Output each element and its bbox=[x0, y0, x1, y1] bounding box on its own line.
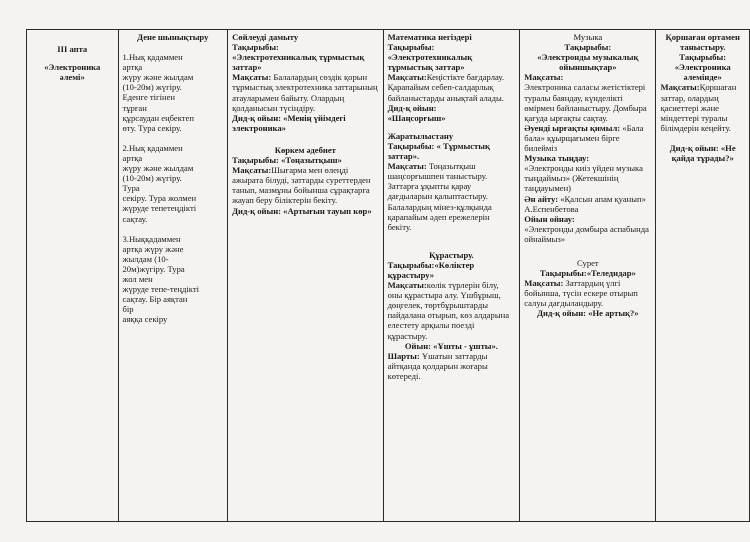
topic-label: Тақырыбы: bbox=[387, 140, 435, 151]
rule-label: Шарты: bbox=[387, 350, 420, 361]
music-title: Музыка bbox=[573, 32, 603, 42]
nature-goal bbox=[388, 161, 516, 232]
game-text: «Менің үйімдегі электроника» bbox=[232, 112, 346, 133]
speech-game bbox=[232, 113, 378, 133]
speech-goal bbox=[232, 72, 378, 112]
exercise-line: 1.Нық қадаммен bbox=[122, 52, 183, 63]
construction-title: Құрастыру. bbox=[429, 249, 474, 260]
math-game-label: Дид-қ ойын: bbox=[387, 102, 437, 113]
environment-topic-label: Тақырыбы: bbox=[679, 52, 727, 63]
exercise-line: жүруде тепетеңдікті bbox=[122, 203, 197, 214]
goal-text: Заттардың үлгі бойынша, түсін ескере отырып салуы дағдыландыру. bbox=[524, 278, 638, 309]
environment-game bbox=[660, 143, 745, 163]
music-song bbox=[524, 194, 651, 214]
week-number: ІІІ апта bbox=[57, 44, 88, 54]
construction-topic bbox=[388, 260, 516, 280]
rule-text: Ұшатын заттарды айтқанда қолдарын жоғары көтереді. bbox=[387, 350, 488, 381]
topic-text: «Көліктер құрастыру» bbox=[387, 259, 475, 280]
goal-text: көлік түрлерін білу, оны құрастыра алу. Үшбұрыш, дөңгелек, төртбұрыштарды пайдалана отырып, көз алдарына елестету арқылы поезді құрастыру. bbox=[387, 280, 510, 341]
exercise-item bbox=[123, 143, 224, 224]
physical-education-cell bbox=[118, 30, 228, 522]
literature-goal bbox=[232, 165, 378, 205]
nature-topic bbox=[388, 141, 516, 161]
listen-label: Музыка тыңдау: bbox=[524, 153, 590, 164]
listen-text: «Электронды киіз үйден музыка тыңдаймыз» (Жетекшінің таңдауымен) bbox=[524, 163, 643, 194]
exercise-line: бір bbox=[122, 304, 134, 315]
rhythm-label: Әуенді ырғақты қимыл: bbox=[524, 122, 621, 133]
goal-label: Мақсаты: bbox=[232, 165, 272, 176]
exercise-line: (10-20м) жүгіру. bbox=[122, 82, 182, 93]
game-label: Дид-қ ойын: bbox=[537, 308, 587, 319]
goal-label: Мақсаты: bbox=[524, 278, 564, 289]
nature-title: Жаратылыстану bbox=[387, 130, 454, 141]
math-cell bbox=[383, 30, 520, 522]
week-topic: «Электроника әлемі» bbox=[44, 62, 101, 83]
goal-text: Электроника саласы жетістіктері туралы баяндау, күнделікті өмірмен байланыстыру. Домбыра қағуда ырғақты сақтау. bbox=[524, 82, 647, 123]
music-game bbox=[524, 214, 651, 244]
topic-label: Тақырыбы: bbox=[539, 268, 587, 279]
music-topic-label: Тақырыбы: bbox=[564, 42, 612, 53]
game-text: «Электронды домбыра аспабында ойнаймыз» bbox=[524, 223, 649, 244]
game-text: «Не артық?» bbox=[586, 308, 639, 319]
exercise-line: құрсаудан еңбектеп bbox=[122, 112, 194, 123]
goal-label: Мақсаты: bbox=[660, 82, 700, 93]
exercise-line: артқа bbox=[122, 152, 143, 163]
literature-game bbox=[232, 206, 378, 216]
goal-text: Тоңазытқыш шаңсорғышпен таныстыру. Заттарға ұқыпты қарау дағдыларын қалыптастыру. Балалардың мінез-құлқында қарапайым әдеп ережелерін бекіту. bbox=[387, 161, 492, 232]
art-title: Сурет bbox=[577, 257, 599, 268]
game-label: Дид-қ ойын: bbox=[232, 112, 282, 123]
week-cell bbox=[27, 30, 119, 522]
exercise-line: сақтау. bbox=[122, 213, 148, 224]
speech-topic: «Электротехникалық тұрмыстық заттар» bbox=[232, 52, 365, 73]
song-text: «Қалсын апам қуанып» А.Еспенбетова bbox=[524, 193, 646, 214]
exercise-item bbox=[123, 234, 224, 325]
exercise-line: артқа bbox=[122, 62, 143, 73]
goal-label: Мақсаты: bbox=[387, 280, 427, 291]
exercise-line: жүру және жылдам bbox=[122, 72, 194, 83]
exercise-line: 2.Нық қадаммен bbox=[122, 142, 183, 153]
exercise-line: жүру және жылдам bbox=[122, 163, 194, 174]
exercise-line: Тура bbox=[122, 183, 140, 194]
math-topic-label: Тақырыбы: bbox=[387, 42, 435, 53]
construction-goal bbox=[388, 280, 516, 341]
math-goal bbox=[388, 72, 516, 102]
math-topic: «Электротехникалық тұрмыстық заттар» bbox=[387, 52, 473, 73]
exercise-line: Еденге тігінен bbox=[122, 92, 175, 103]
goal-text: Балалардың сөздік қорын тұрмыстық электротехника заттарының атауларымен байыту. Олардың қолданысын түсіндіру. bbox=[232, 72, 378, 113]
construction-game bbox=[388, 341, 516, 351]
goal-text: Қоршаған заттар, олардың қасиеттері және міндеттері туралы білімдерін кеңейту. bbox=[660, 82, 737, 133]
literature-title: Көркем әдебиет bbox=[274, 144, 336, 155]
exercise-line: өту. Тура секіру. bbox=[122, 122, 182, 133]
exercise-line: артқа жүру және bbox=[122, 243, 184, 254]
exercise-line: аяққа секіру bbox=[122, 314, 168, 325]
art-goal bbox=[524, 278, 651, 308]
game-label: Ойын ойнау: bbox=[524, 213, 575, 224]
environment-topic: «Электроника әлемінде» bbox=[674, 62, 731, 83]
music-rhythm bbox=[524, 123, 651, 153]
topic-text: «Теледидар» bbox=[586, 268, 636, 279]
table-row bbox=[27, 30, 750, 522]
exercise-line: (10-20м) жүгіру. bbox=[122, 173, 182, 184]
literature-topic bbox=[232, 155, 378, 165]
speech-cell bbox=[228, 30, 383, 522]
exercise-line: жол мен bbox=[122, 273, 153, 284]
art-game bbox=[524, 308, 651, 318]
goal-label: Мақсаты: bbox=[387, 72, 427, 83]
physical-education-title: Дене шынықтыру bbox=[137, 32, 209, 42]
exercise-line: тұрған bbox=[122, 102, 147, 113]
spacer bbox=[123, 224, 224, 234]
lesson-plan-table bbox=[26, 29, 750, 522]
exercise-line: секіру. Тура жолмен bbox=[122, 193, 197, 204]
exercise-line: сақтау. Бір аяқтан bbox=[122, 294, 188, 305]
song-label: Ән айту: bbox=[524, 193, 559, 204]
math-title: Математика негіздері bbox=[387, 32, 472, 42]
music-cell bbox=[520, 30, 656, 522]
topic-label: Тақырыбы: bbox=[387, 259, 435, 270]
rhythm-text: «Бала бала» құырщағымен бірге билейміз bbox=[524, 122, 644, 154]
exercise-line: жылдам (10- bbox=[122, 253, 169, 264]
exercise-item bbox=[123, 52, 224, 133]
goal-text: Шығарма мен өлеңді ажырата білуді, заттарды суреттерден танып, мазмұны бойынша сұрақтарға жауап беру біліктерін бекіту. bbox=[232, 165, 371, 206]
physical-education-items bbox=[123, 42, 224, 324]
goal-text: Кеңістікте бағдарлау. Қарапайым себеп-салдарлық байланыстарды анықтай алады. bbox=[387, 72, 504, 103]
goal-label: Мақсаты: bbox=[387, 161, 427, 172]
goal-label: Мақсаты: bbox=[232, 72, 272, 83]
topic-text: « Тұрмыстық заттар». bbox=[387, 140, 490, 162]
game-label: Дид-қ ойын: bbox=[669, 142, 719, 153]
game-text: «Артығын тауып көр» bbox=[281, 205, 372, 216]
music-topic: «Электронды музыкалық ойыншықтар» bbox=[537, 52, 639, 73]
game-text: «Ұшты - ұшты». bbox=[431, 340, 498, 351]
topic-label: Тақырыбы: bbox=[232, 155, 279, 166]
game-label: Ойын: bbox=[404, 340, 432, 351]
topic-text: «Тоңазытқыш» bbox=[278, 155, 342, 166]
environment-goal bbox=[660, 82, 745, 132]
math-game: «Шаңсорғыш» bbox=[387, 112, 446, 123]
game-text: «Не қайда тұрады?» bbox=[671, 142, 736, 164]
art-topic bbox=[524, 268, 651, 278]
construction-rule bbox=[388, 351, 516, 381]
speech-topic-label: Тақырыбы: bbox=[232, 42, 279, 53]
speech-title: Сөйлеуді дамыту bbox=[232, 32, 299, 42]
exercise-line: жүруде тепе-теңдікті bbox=[122, 284, 199, 295]
exercise-line: 20м)жүгіру. Тура bbox=[122, 263, 185, 274]
environment-cell bbox=[656, 30, 750, 522]
music-listen bbox=[524, 153, 651, 193]
exercise-line: 3.Ныққадаммен bbox=[122, 233, 181, 244]
goal-label: Мақсаты: bbox=[524, 72, 564, 83]
game-label: Дид-қ ойын: bbox=[232, 205, 282, 216]
spacer bbox=[123, 133, 224, 143]
environment-title: Қоршаған ортамен таныстыру. bbox=[665, 32, 740, 53]
spacer bbox=[123, 42, 224, 52]
music-goal bbox=[524, 72, 651, 122]
